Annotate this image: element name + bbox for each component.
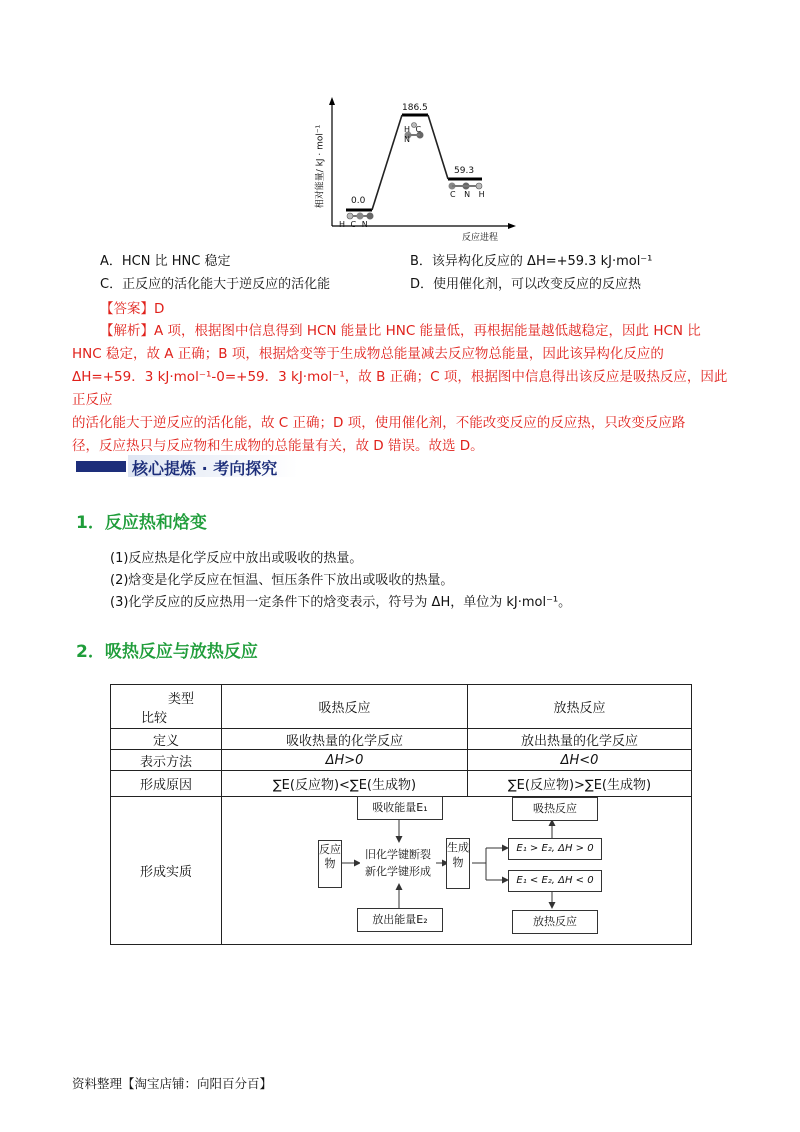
section1-title: 1．反应热和焓变 [76,513,207,533]
section1-item-3: (3)化学反应的反应热用一定条件下的焓变表示，符号为 ΔH，单位为 kJ·mol⁻¹。 [110,595,572,610]
section1-item-1: (1)反应热是化学反应中放出或吸收的热量。 [110,551,363,566]
analysis-line-3: ΔH=+59．3 kJ·mol⁻¹-0=+59．3 kJ·mol⁻¹，故 B 正确；C 项，根据图中信息得出该反应是吸热反应，因此正反应 [72,369,728,408]
chart-ylabel: 相对能量/ kJ · mol⁻¹ [315,124,326,209]
level-value-3: 59.3 [454,166,475,176]
section1-items [110,548,571,614]
row-cell: ΔH<0 [468,750,692,771]
row-cell: ΔH>0 [222,750,468,771]
table-row [111,729,692,750]
row-cell: ∑E(反应物)<∑E(生成物) [222,771,468,797]
flow-release: 放出能量E₂ [357,908,443,932]
row-label: 定义 [111,729,222,750]
option-b: B．该异构化反应的 ΔH=+59.3 kJ·mol⁻¹ [410,254,653,269]
flow-cond-gt: E₁ > E₂, ΔH > 0 [508,838,602,860]
header-exothermic: 放热反应 [468,685,692,729]
chart-xlabel: 反应进程 [462,233,499,243]
row-cell: 放出热量的化学反应 [468,729,692,750]
analysis-line-1: 【解析】A 项，根据图中信息得到 HCN 能量比 HNC 能量低，再根据能量越低越稳定，因此 HCN 比 [100,323,701,339]
answer: 【答案】D [100,301,165,317]
analysis [72,320,734,458]
flow-product: 生成物 [446,838,470,889]
analysis-line-4: 的活化能大于逆反应的活化能，故 C 正确；D 项，使用催化剂，不能改变反应的反应热，只改变反应路 [72,415,686,431]
atoms-1: H C N [339,220,368,229]
flow-absorb: 吸收能量E₁ [357,796,443,820]
header-endothermic: 吸热反应 [222,685,468,729]
row-cell: 吸收热量的化学反应 [222,729,468,750]
flow-endo: 吸热反应 [512,797,598,821]
section2-title: 2．吸热反应与放热反应 [76,642,258,662]
option-c: C．正反应的活化能大于逆反应的活化能 [100,277,331,292]
flow-reactant: 反应物 [318,840,342,888]
row-label: 形成原因 [111,771,222,797]
section-banner [76,455,301,477]
banner-title: 核心提炼 · 考向探究 [132,459,278,478]
table-row [111,750,692,771]
option-a: A．HCN 比 HNC 稳定 [100,254,231,269]
flow-exo: 放热反应 [512,910,598,934]
footer-note: 资料整理【淘宝店铺：向阳百分百】 [72,1076,273,1091]
level-value-2: 186.5 [402,103,428,113]
flow-bond: 旧化学键断裂 新化学键形成 [360,846,436,880]
option-d: D．使用催化剂，可以改变反应的反应热 [410,277,642,292]
row-label: 表示方法 [111,750,222,771]
corner-bottom: 比较 [140,710,167,726]
row-label: 形成实质 [111,797,222,945]
section1-item-2: (2)焓变是化学反应在恒温、恒压条件下放出或吸收的热量。 [110,573,454,588]
flow-cond-lt: E₁ < E₂, ΔH < 0 [508,870,602,892]
row-cell: ∑E(反应物)>∑E(生成物) [468,771,692,797]
analysis-line-5: 径，反应热只与反应物和生成物的总能量有关，故 D 错误。故选 D。 [72,438,484,454]
atoms-3: C N H [450,190,485,199]
corner-top: 类型 [167,691,194,707]
table-corner [111,685,222,729]
analysis-line-2: HNC 稳定，故 A 正确；B 项，根据焓变等于生成物总能量减去反应物总能量，因此该异构化反应的 [72,346,664,362]
level-value-1: 0.0 [351,196,366,206]
atoms-2: H C N [404,125,422,144]
